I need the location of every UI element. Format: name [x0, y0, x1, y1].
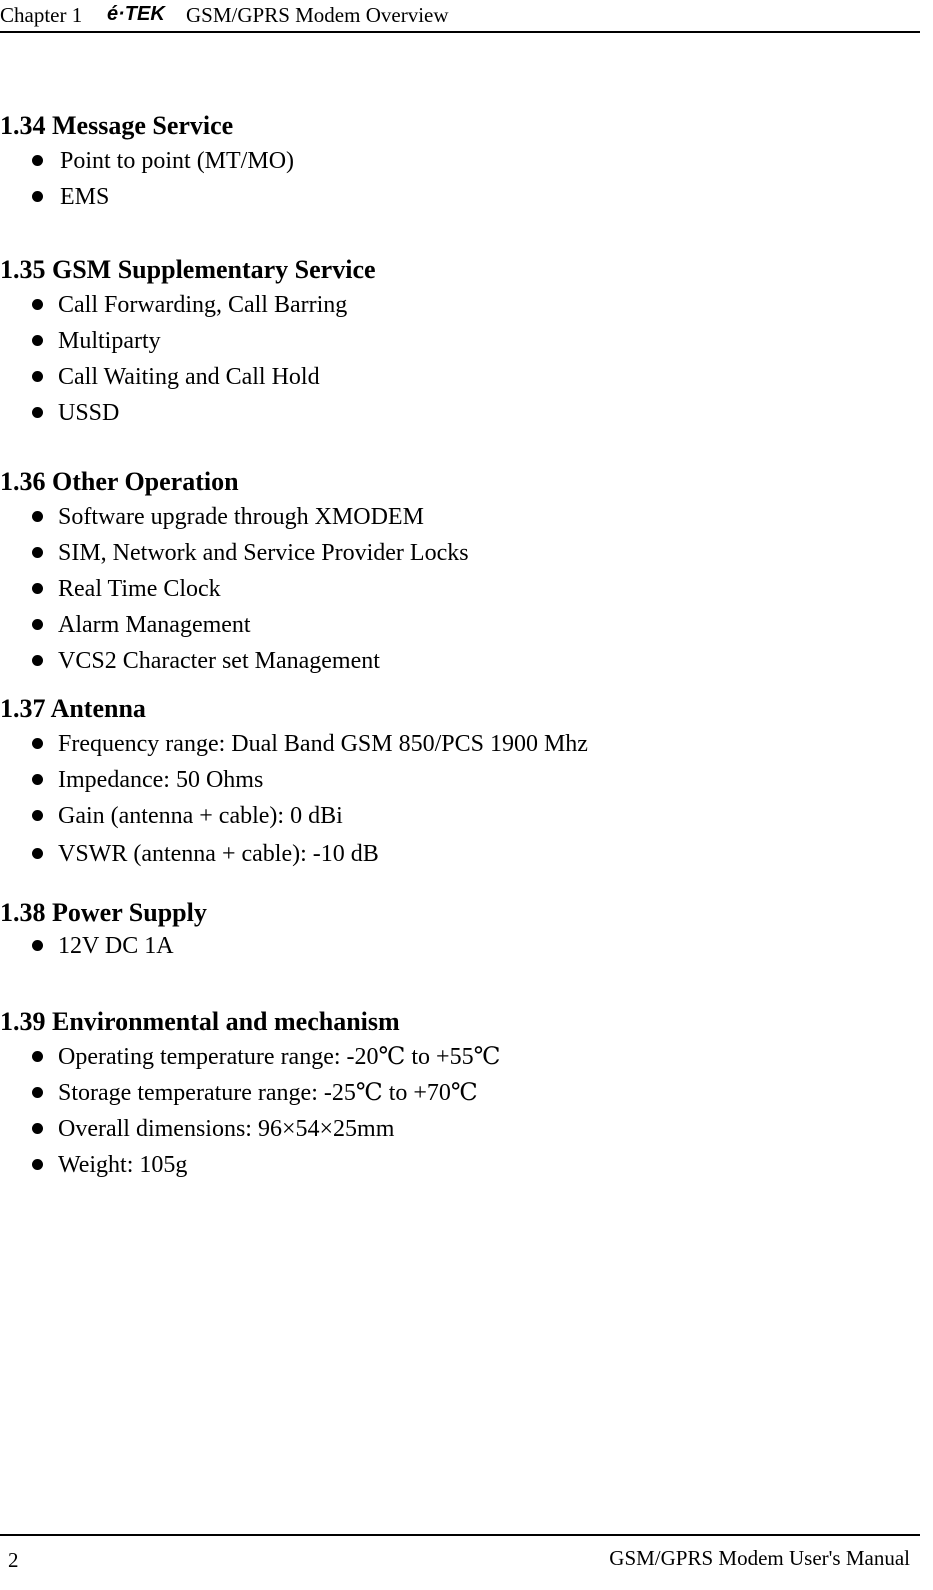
- bullet-icon: [32, 371, 43, 382]
- list-item: [0, 535, 469, 571]
- list-item: [0, 1075, 500, 1111]
- bullet-icon: [32, 1087, 43, 1098]
- header-title: GSM/GPRS Modem Overview: [186, 3, 449, 27]
- list-item-text: Storage temperature range: -25℃ to +70℃: [58, 1080, 478, 1106]
- page-header: [0, 0, 920, 33]
- bullet-list: [0, 287, 376, 431]
- section-environmental: [0, 1007, 500, 1183]
- section-supplementary-service: [0, 255, 376, 431]
- list-item: [0, 287, 376, 323]
- chapter-label: Chapter 1: [0, 3, 83, 27]
- bullet-icon: [32, 1123, 43, 1134]
- list-item-text: 12V DC 1A: [58, 933, 174, 959]
- list-item: [0, 928, 207, 964]
- list-item: [0, 571, 469, 607]
- bullet-icon: [32, 1051, 43, 1062]
- list-item-text: Call Waiting and Call Hold: [58, 364, 320, 390]
- bullet-icon: [32, 1159, 43, 1170]
- section-other-operation: [0, 467, 469, 679]
- bullet-list: [0, 928, 207, 964]
- section-power-supply: [0, 898, 207, 964]
- list-item-text: Overall dimensions: 96×54×25mm: [58, 1116, 395, 1142]
- bullet-icon: [32, 810, 43, 821]
- list-item: [0, 726, 588, 762]
- section-heading: 1.35 GSM Supplementary Service: [0, 255, 376, 284]
- list-item-text: Point to point (MT/MO): [60, 148, 295, 174]
- list-item: [0, 643, 469, 679]
- bullet-list: [0, 499, 469, 679]
- bullet-icon: [32, 155, 43, 166]
- list-item-text: Real Time Clock: [58, 576, 221, 602]
- list-item: [0, 1147, 500, 1183]
- bullet-icon: [32, 774, 43, 785]
- list-item: [0, 323, 376, 359]
- etek-logo: [107, 1, 177, 25]
- section-message-service: [0, 111, 294, 215]
- list-item-text: Frequency range: Dual Band GSM 850/PCS 1900 Mhz: [58, 731, 588, 757]
- list-item: [0, 359, 376, 395]
- bullet-icon: [32, 940, 43, 951]
- list-item: [0, 179, 294, 215]
- list-item-text: SIM, Network and Service Provider Locks: [58, 540, 469, 566]
- manual-title: GSM/GPRS Modem User's Manual: [609, 1546, 910, 1570]
- list-item-text: EMS: [60, 184, 110, 210]
- bullet-icon: [32, 848, 43, 859]
- list-item-text: VCS2 Character set Management: [58, 648, 380, 674]
- list-item: [0, 834, 588, 874]
- list-item-text: Multiparty: [58, 328, 161, 354]
- list-item-text: VSWR (antenna + cable): -10 dB: [58, 841, 379, 867]
- section-heading: 1.37 Antenna: [0, 694, 146, 723]
- bullet-list: [0, 143, 294, 215]
- list-item-text: Software upgrade through XMODEM: [58, 504, 424, 530]
- list-item: [0, 143, 294, 179]
- bullet-icon: [32, 583, 43, 594]
- list-item-text: Impedance: 50 Ohms: [58, 767, 264, 793]
- list-item-text: Gain (antenna + cable): 0 dBi: [58, 803, 343, 829]
- section-heading: 1.38 Power Supply: [0, 898, 207, 927]
- list-item: [0, 607, 469, 643]
- list-item: [0, 395, 376, 431]
- page-footer: [0, 1534, 920, 1590]
- list-item: [0, 1111, 500, 1147]
- list-item: [0, 499, 469, 535]
- list-item: [0, 798, 588, 834]
- section-heading: 1.34 Message Service: [0, 111, 234, 140]
- bullet-icon: [32, 655, 43, 666]
- bullet-icon: [32, 299, 43, 310]
- bullet-icon: [32, 738, 43, 749]
- page-number: 2: [8, 1548, 19, 1572]
- list-item-text: Weight: 105g: [58, 1152, 188, 1178]
- bullet-icon: [32, 511, 43, 522]
- list-item-text: USSD: [58, 400, 120, 426]
- bullet-list: [0, 726, 588, 874]
- bullet-icon: [32, 407, 43, 418]
- list-item-text: Operating temperature range: -20℃ to +55℃: [58, 1044, 501, 1070]
- section-heading: 1.39 Environmental and mechanism: [0, 1007, 400, 1036]
- list-item: [0, 1039, 500, 1075]
- bullet-icon: [32, 335, 43, 346]
- bullet-list: [0, 1039, 500, 1183]
- section-antenna: [0, 694, 588, 874]
- list-item-text: Alarm Management: [58, 612, 251, 638]
- bullet-icon: [32, 191, 43, 202]
- list-item-text: Call Forwarding, Call Barring: [58, 292, 348, 318]
- list-item: [0, 762, 588, 798]
- bullet-icon: [32, 547, 43, 558]
- bullet-icon: [32, 619, 43, 630]
- section-heading: 1.36 Other Operation: [0, 467, 239, 496]
- logo-text: é·TEK: [107, 3, 165, 25]
